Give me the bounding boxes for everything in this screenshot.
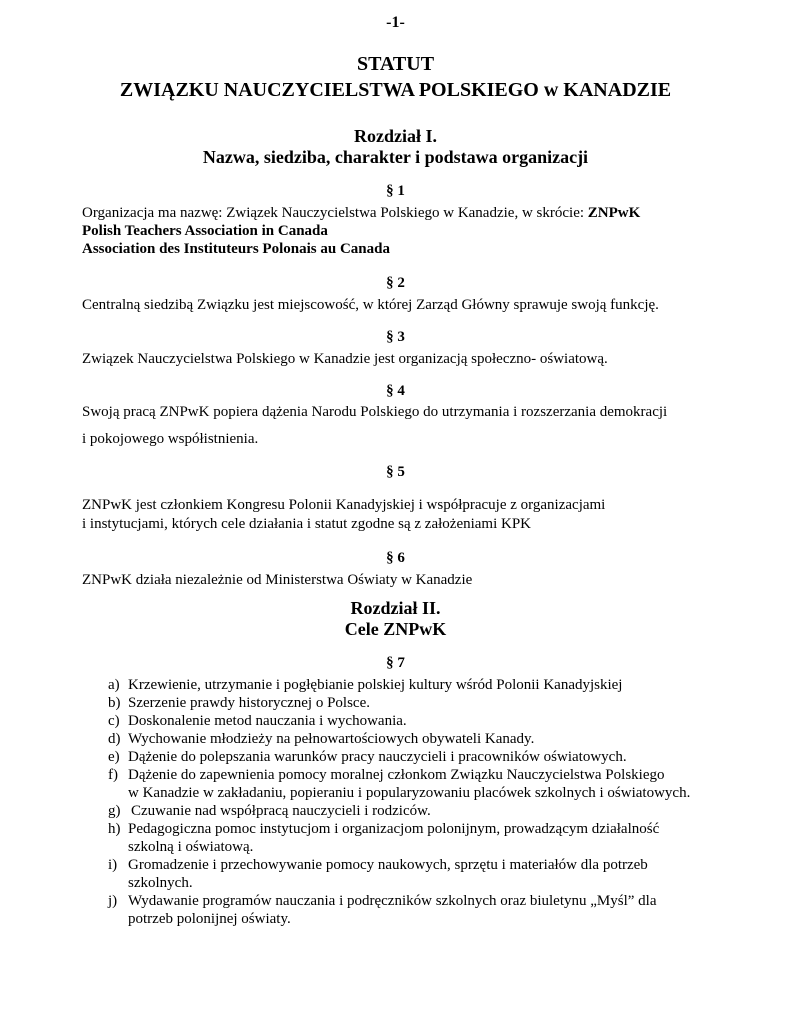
list-item: Pedagogiczna pomoc instytucjom i organizacjom polonijnym, prowadzącym działalność (128, 821, 660, 837)
list-item-marker: g) (108, 803, 121, 819)
chapter-1-heading: Rozdział I. (354, 126, 437, 146)
list-item-continuation: w Kanadzie w zakładaniu, popieraniu i popularyzowaniu placówek szkolnych i oświatowych. (128, 785, 691, 801)
section-1-english-name: Polish Teachers Association in Canada (82, 223, 328, 239)
list-item-continuation: szkolną i oświatową. (128, 839, 254, 855)
section-3-text: Związek Nauczycielstwa Polskiego w Kanadzie jest organizacją społeczno- oświatową. (82, 351, 608, 367)
section-6-text: ZNPwK działa niezależnie od Ministerstwa Oświaty w Kanadzie (82, 572, 473, 588)
section-1-symbol: § 1 (386, 183, 405, 199)
title-line-2: ZWIĄZKU NAUCZYCIELSTWA POLSKIEGO w KANADZIE (119, 79, 672, 101)
section-2-symbol: § 2 (386, 275, 405, 291)
section-7-symbol: § 7 (386, 655, 405, 671)
section-4-line-2: i pokojowego współistnienia. (82, 431, 259, 447)
list-item-continuation: potrzeb polonijnej oświaty. (128, 911, 291, 927)
list-item: Gromadzenie i przechowywanie pomocy naukowych, sprzętu i materiałów dla potrzeb (128, 857, 648, 873)
list-item-marker: h) (108, 821, 121, 837)
section-5-symbol: § 5 (386, 464, 405, 480)
section-1-text: Organizacja ma nazwę: Związek Nauczycielstwa Polskiego w Kanadzie, w skrócie: (82, 205, 588, 221)
list-item-marker: i) (108, 857, 118, 873)
list-item: Wychowanie młodzieży na pełnowartościowych obywateli Kanady. (128, 731, 535, 747)
section-5-line-2: i instytucjami, których cele działania i statut zgodne są z założeniami KPK (82, 516, 532, 532)
list-item: Szerzenie prawdy historycznej o Polsce. (128, 695, 370, 711)
list-item-marker: c) (108, 713, 120, 729)
title-line-1: STATUT (356, 53, 435, 75)
section-1-abbreviation: ZNPwK (587, 205, 641, 221)
list-item: Doskonalenie metod nauczania i wychowania. (128, 713, 407, 729)
list-item-marker: e) (108, 749, 120, 765)
section-1-french-name: Association des Instituteurs Polonais au Canada (82, 241, 390, 257)
section-6-symbol: § 6 (386, 550, 405, 566)
chapter-2-heading: Rozdział II. (350, 598, 441, 618)
list-item: Dążenie do zapewnienia pomocy moralnej członkom Związku Nauczycielstwa Polskiego (128, 767, 665, 783)
list-item-marker: j) (108, 893, 118, 909)
list-item-continuation: szkolnych. (128, 875, 193, 891)
list-item: Wydawanie programów nauczania i podręczników szkolnych oraz biuletynu „Myśl” dla (128, 893, 657, 909)
list-item-marker: b) (108, 695, 121, 711)
section-3-symbol: § 3 (386, 329, 405, 345)
section-1-line-1 (82, 204, 640, 222)
section-2-text: Centralną siedzibą Związku jest miejscowość, w której Zarząd Główny sprawuje swoją funkcję. (82, 297, 659, 313)
section-5-line-1: ZNPwK jest członkiem Kongresu Polonii Kanadyjskiej i współpracuje z organizacjami (82, 497, 606, 513)
page-number: -1- (386, 14, 405, 31)
chapter-1-subheading: Nazwa, siedziba, charakter i podstawa organizacji (202, 147, 589, 167)
list-item: Dążenie do polepszania warunków pracy nauczycieli i pracowników oświatowych. (128, 749, 627, 765)
list-item-marker: f) (108, 767, 118, 783)
chapter-2-subheading: Cele ZNPwK (344, 619, 447, 639)
list-item-marker: a) (108, 677, 120, 693)
section-4-symbol: § 4 (386, 383, 405, 399)
list-item: Krzewienie, utrzymanie i pogłębianie polskiej kultury wśród Polonii Kanadyjskiej (128, 677, 623, 693)
section-4-line-1: Swoją pracą ZNPwK popiera dążenia Narodu Polskiego do utrzymania i rozszerzania demokracji (82, 404, 668, 420)
list-item-marker: d) (108, 731, 121, 747)
list-item: Czuwanie nad współpracą nauczycieli i rodziców. (131, 803, 431, 819)
